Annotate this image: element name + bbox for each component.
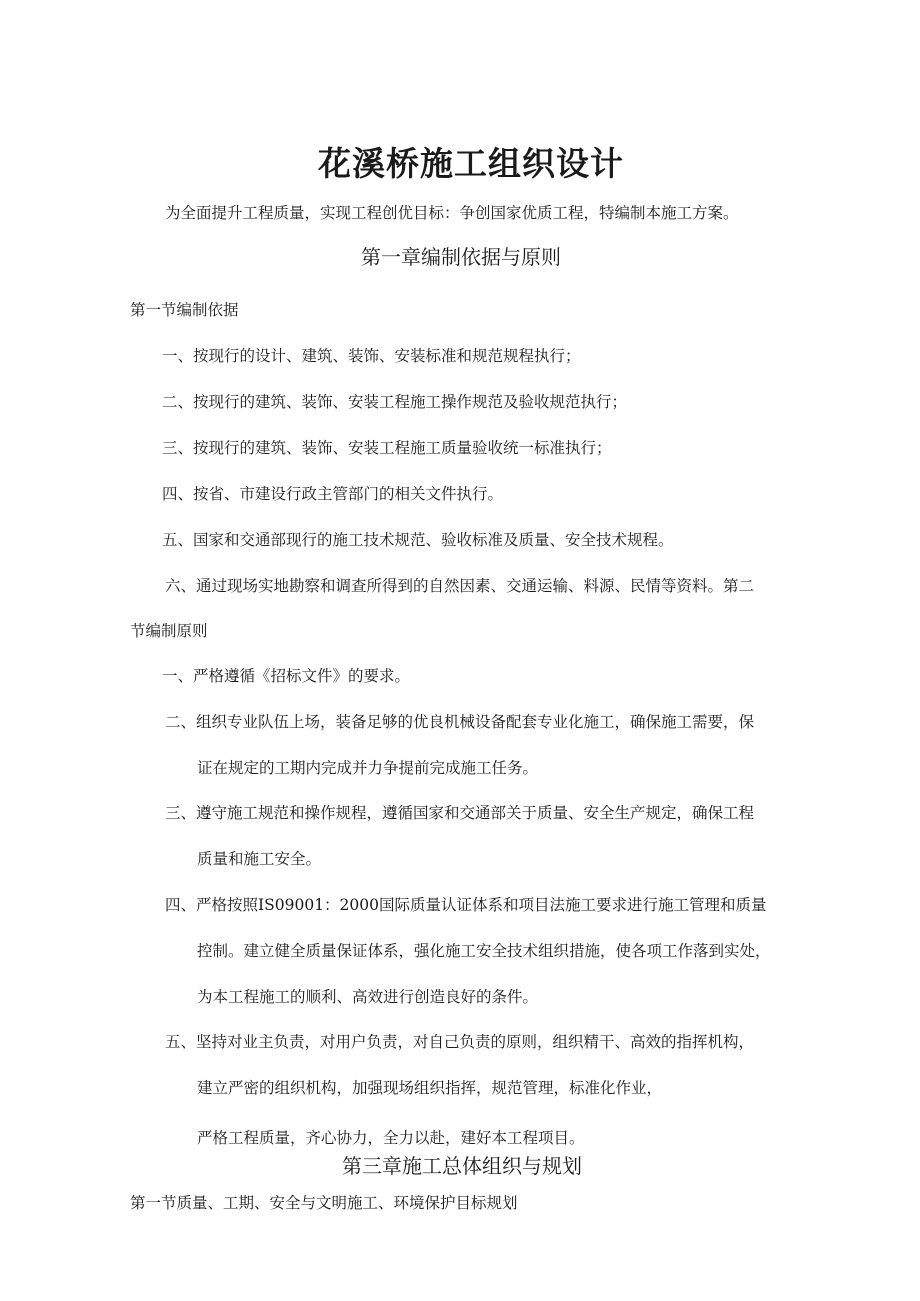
- chapter-3-section-1-heading: 第一节质量、工期、安全与文明施工、环境保护目标规划: [130, 1194, 518, 1212]
- basis-item: 二、按现行的建筑、装饰、安装工程施工操作规范及验收规范执行；: [162, 393, 628, 411]
- chapter-3-heading: 第三章施工总体组织与规划: [342, 1154, 582, 1178]
- section-1-heading: 第一节编制依据: [130, 301, 239, 319]
- principle-item: 五、坚持对业主负责，对用户负责，对自己负责的原则，组织精干、高效的指挥机构，: [165, 1033, 755, 1051]
- intro-paragraph: 为全面提升工程质量，实现工程创优目标：争创国家优质工程，特编制本施工方案。: [165, 204, 739, 222]
- principle-item: 三、遵守施工规范和操作规程，遵循国家和交通部关于质量、安全生产规定，确保工程: [165, 804, 755, 822]
- basis-item: 五、国家和交通部现行的施工技术规范、验收标准及质量、安全技术规程。: [162, 531, 674, 549]
- principle-item-continuation: 证在规定的工期内完成并力争提前完成施工任务。: [197, 759, 539, 777]
- principle-item-continuation: 严格工程质量，齐心协力，全力以赴，建好本工程项目。: [197, 1129, 585, 1147]
- principle-item-continuation: 质量和施工安全。: [197, 850, 322, 868]
- principle-item: 四、严格按照IS09001：2000国际质量认证体系和项目法施工要求进行施工管理和质量: [165, 896, 767, 914]
- principle-item-continuation: 建立严密的组织机构，加强现场组织指挥，规范管理，标准化作业，: [197, 1079, 663, 1097]
- basis-item: 三、按现行的建筑、装饰、安装工程施工质量验收统一标准执行；: [162, 439, 612, 457]
- principle-item: 二、组织专业队伍上场，装备足够的优良机械设备配套专业化施工，确保施工需要，保: [165, 713, 755, 731]
- chapter-1-heading: 第一章编制依据与原则: [361, 245, 561, 269]
- principle-item-continuation: 为本工程施工的顺利、高效进行创造良好的条件。: [197, 988, 539, 1006]
- document-title: 花溪桥施工组织设计: [318, 144, 624, 183]
- basis-item: 四、按省、市建设行政主管部门的相关文件执行。: [162, 485, 504, 503]
- principle-item: 一、严格遵循《招标文件》的要求。: [162, 667, 411, 685]
- basis-item: 六、通过现场实地勘察和调查所得到的自然因素、交通运输、料源、民情等资料。第二: [165, 577, 755, 595]
- section-2-heading: 节编制原则: [130, 622, 208, 640]
- principle-item-continuation: 控制。建立健全质量保证体系，强化施工安全技术组织措施，使各项工作落到实处，: [197, 942, 771, 960]
- basis-item: 一、按现行的设计、建筑、装饰、安装标准和规范规程执行；: [162, 347, 581, 365]
